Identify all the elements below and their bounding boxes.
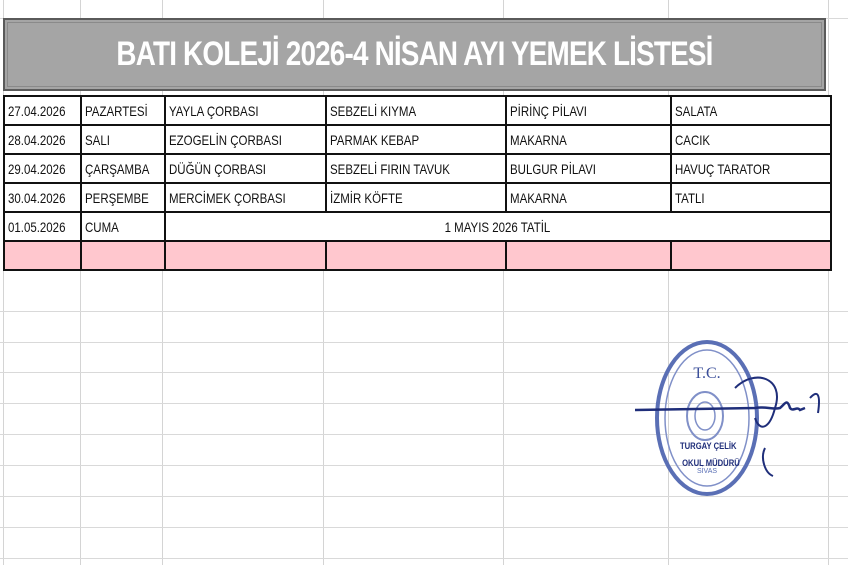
side-dish-cell[interactable]: MAKARNA [506,125,671,154]
extra-cell[interactable]: HAVUÇ TARATOR [671,154,831,183]
official-stamp [655,343,760,503]
extra-cell[interactable]: CACIK [671,125,831,154]
day-cell[interactable]: CUMA [81,212,165,241]
title-cell[interactable] [3,18,826,91]
date-cell[interactable]: 30.04.2026 [4,183,81,212]
day-cell[interactable]: SALI [81,125,165,154]
menu-table [3,95,832,271]
stamp-city-text: SİVAS [696,468,718,475]
soup-cell[interactable]: MERCİMEK ÇORBASI [165,183,326,212]
page-title: BATI KOLEJİ 2026-4 NİSAN AYI YEMEK LİSTESİ [116,35,713,73]
holiday-row [4,212,831,241]
holiday-note-cell[interactable]: 1 MAYIS 2026 TATİL [165,212,831,241]
signatory-title: OKUL MÜDÜRÜ [682,458,740,468]
date-cell[interactable]: 27.04.2026 [4,96,81,125]
main-dish-cell[interactable]: SEBZELİ KIYMA [326,96,506,125]
main-dish-cell[interactable]: PARMAK KEBAP [326,125,506,154]
signatory-name: TURGAY ÇELİK [679,441,737,451]
day-cell[interactable]: ÇARŞAMBA [81,154,165,183]
date-cell[interactable]: 28.04.2026 [4,125,81,154]
date-cell[interactable]: 29.04.2026 [4,154,81,183]
empty-cell[interactable] [671,241,831,270]
empty-row [4,241,831,270]
day-cell[interactable]: PAZARTESİ [81,96,165,125]
main-dish-cell[interactable]: İZMİR KÖFTE [326,183,506,212]
table-row [4,96,831,125]
side-dish-cell[interactable]: BULGUR PİLAVI [506,154,671,183]
table-row [4,154,831,183]
soup-cell[interactable]: YAYLA ÇORBASI [165,96,326,125]
extra-cell[interactable]: SALATA [671,96,831,125]
empty-cell[interactable] [4,241,81,270]
side-dish-cell[interactable]: MAKARNA [506,183,671,212]
empty-cell[interactable] [326,241,506,270]
table-row [4,125,831,154]
extra-cell[interactable]: TATLI [671,183,831,212]
date-cell[interactable]: 01.05.2026 [4,212,81,241]
empty-cell[interactable] [506,241,671,270]
table-row [4,183,831,212]
main-dish-cell[interactable]: SEBZELİ FIRIN TAVUK [326,154,506,183]
empty-cell[interactable] [81,241,165,270]
stamp-tc-text: T.C. [693,365,721,382]
side-dish-cell[interactable]: PİRİNÇ PİLAVI [506,96,671,125]
day-cell[interactable]: PERŞEMBE [81,183,165,212]
soup-cell[interactable]: DÜĞÜN ÇORBASI [165,154,326,183]
soup-cell[interactable]: EZOGELİN ÇORBASI [165,125,326,154]
empty-cell[interactable] [165,241,326,270]
